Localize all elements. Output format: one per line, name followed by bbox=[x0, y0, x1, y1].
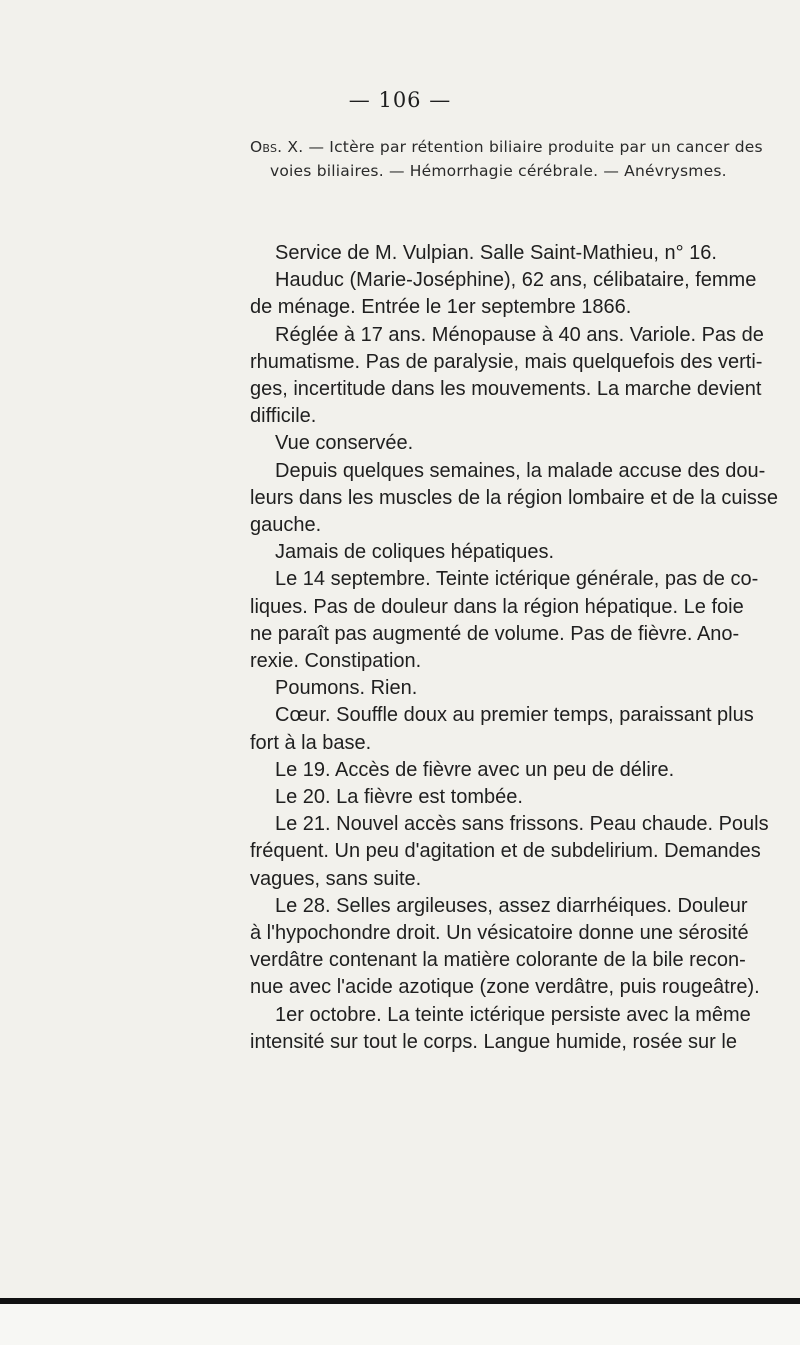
text-line: vagues, sans suite. bbox=[250, 867, 422, 890]
text-line: liques. Pas de douleur dans la région hépatique. Le foie bbox=[250, 595, 744, 618]
text-line: de ménage. Entrée le 1er septembre 1866. bbox=[250, 296, 632, 319]
text-line: fort à la base. bbox=[250, 731, 372, 754]
page-margin-bottom bbox=[0, 1304, 800, 1345]
text-line: Réglée à 17 ans. Ménopause à 40 ans. Variole. Pas de bbox=[275, 323, 764, 346]
text-line: Service de M. Vulpian. Salle Saint-Mathieu, n° 16. bbox=[275, 242, 717, 264]
text-line: Le 20. La fièvre est tombée. bbox=[275, 786, 523, 809]
text-line: ges, incertitude dans les mouvements. La marche devient bbox=[250, 378, 762, 401]
text-line: Le 19. Accès de fièvre avec un peu de délire. bbox=[275, 758, 675, 781]
text-line: difficile. bbox=[250, 405, 317, 428]
observation-title-line-2: voies biliaires. — Hémorrhagie cérébrale. — Anévrysmes. bbox=[270, 162, 727, 180]
text-line: Le 14 septembre. Teinte ictérique générale, pas de co- bbox=[275, 568, 759, 591]
text-line: Poumons. Rien. bbox=[275, 677, 418, 700]
text-line: intensité sur tout le corps. Langue humide, rosée sur le bbox=[250, 1030, 737, 1053]
observation-label: Obs. X. bbox=[250, 138, 304, 156]
text-line: Jamais de coliques hépatiques. bbox=[275, 541, 555, 564]
text-line: fréquent. Un peu d'agitation et de subdelirium. Demandes bbox=[250, 840, 761, 863]
observation-title-line-1: — Ictère par rétention biliaire produite par un cancer des bbox=[303, 138, 763, 156]
text-line: rexie. Constipation. bbox=[250, 650, 422, 673]
text-line: leurs dans les muscles de la région lombaire et de la cuisse bbox=[250, 486, 779, 509]
text-line: rhumatisme. Pas de paralysie, mais quelquefois des verti- bbox=[250, 350, 763, 373]
text-line: Le 28. Selles argileuses, assez diarrhéiques. Douleur bbox=[275, 894, 748, 917]
text-line: ne paraît pas augmenté de volume. Pas de fièvre. Ano- bbox=[250, 622, 740, 645]
text-line: Depuis quelques semaines, la malade accuse des dou- bbox=[275, 459, 766, 482]
text-line: verdâtre contenant la matière colorante de la bile recon- bbox=[250, 949, 746, 972]
observation-body bbox=[250, 240, 779, 1056]
text-line: Le 21. Nouvel accès sans frissons. Peau chaude. Pouls bbox=[275, 813, 769, 836]
text-line: Cœur. Souffle doux au premier temps, paraissant plus bbox=[275, 704, 754, 727]
page-number: — 106 — bbox=[348, 88, 452, 112]
text-line: nue avec l'acide azotique (zone verdâtre, puis rougeâtre). bbox=[250, 976, 760, 999]
text-line: Vue conservée. bbox=[275, 432, 414, 455]
text-line: à l'hypochondre droit. Un vésicatoire donne une sérosité bbox=[250, 922, 749, 945]
text-line: 1er octobre. La teinte ictérique persiste avec la même bbox=[275, 1003, 751, 1026]
observation-heading bbox=[250, 135, 790, 183]
text-line: gauche. bbox=[250, 514, 322, 537]
text-line: Hauduc (Marie-Joséphine), 62 ans, célibataire, femme bbox=[275, 269, 757, 292]
